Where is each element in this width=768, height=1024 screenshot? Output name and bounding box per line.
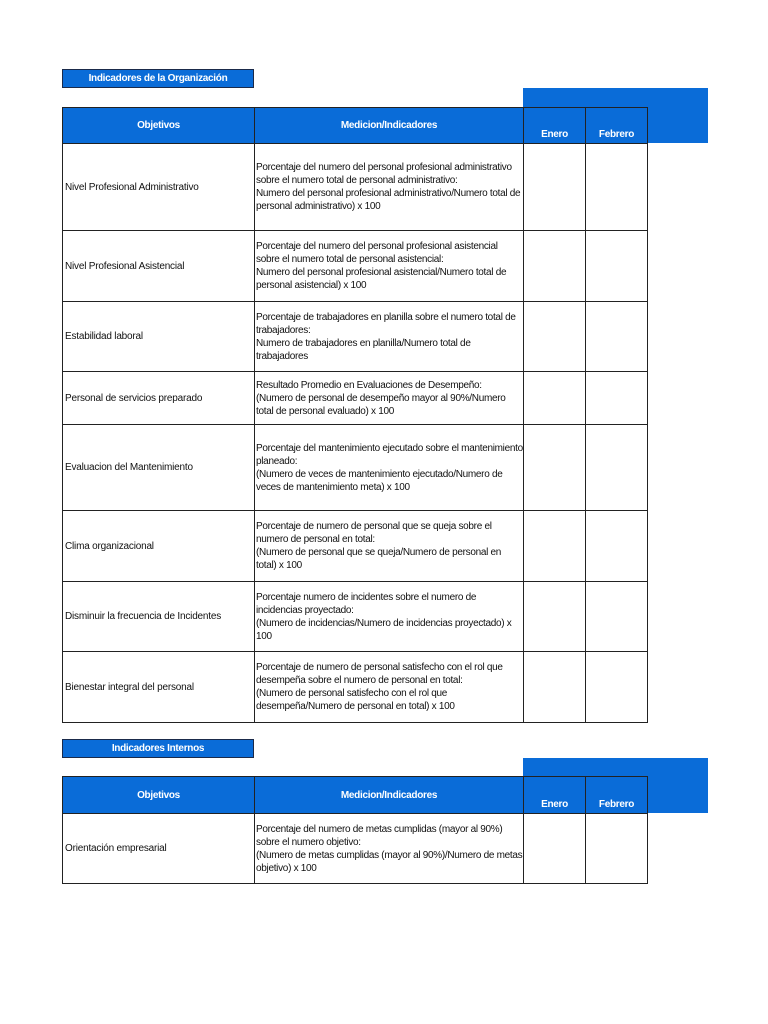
enero-value-cell[interactable] xyxy=(524,582,586,652)
enero-value-cell[interactable] xyxy=(524,652,586,723)
column-header-objetivos: Objetivos xyxy=(63,777,255,814)
objetivo-cell: Evaluacion del Mantenimiento xyxy=(63,425,255,511)
objetivo-cell: Clima organizacional xyxy=(63,511,255,582)
febrero-value-cell[interactable] xyxy=(586,372,648,425)
table-row xyxy=(63,814,648,884)
table-row xyxy=(63,652,648,723)
table-row xyxy=(63,582,648,652)
enero-value-cell[interactable] xyxy=(524,511,586,582)
medicion-cell: Porcentaje del numero de metas cumplidas (mayor al 90%) sobre el numero objetivo: (Numero de metas cumplidas (mayor al 90%)/Numero de metas objetivo) x 100 xyxy=(255,814,524,884)
section-title-organizacion: Indicadores de la Organización xyxy=(62,69,254,88)
table-row xyxy=(63,511,648,582)
medicion-cell: Porcentaje de numero de personal satisfecho con el rol que desempeña sobre el numero de personal en total: (Numero de personal satisfecho con el rol que desempeña/Numero de personal en total) x 100 xyxy=(255,652,524,723)
column-header-objetivos: Objetivos xyxy=(63,108,255,144)
enero-value-cell[interactable] xyxy=(524,144,586,231)
column-header-febrero: Febrero xyxy=(586,108,648,144)
objetivo-cell: Orientación empresarial xyxy=(63,814,255,884)
column-header-medicion: Medicion/Indicadores xyxy=(255,108,524,144)
enero-value-cell[interactable] xyxy=(524,372,586,425)
objetivo-cell: Nivel Profesional Asistencial xyxy=(63,231,255,302)
febrero-value-cell[interactable] xyxy=(586,511,648,582)
enero-value-cell[interactable] xyxy=(524,231,586,302)
objetivo-cell: Personal de servicios preparado xyxy=(63,372,255,425)
objetivo-cell: Bienestar integral del personal xyxy=(63,652,255,723)
febrero-value-cell[interactable] xyxy=(586,814,648,884)
febrero-value-cell[interactable] xyxy=(586,302,648,372)
objetivo-cell: Nivel Profesional Administrativo xyxy=(63,144,255,231)
medicion-cell: Porcentaje de trabajadores en planilla sobre el numero total de trabajadores: Numero de trabajadores en planilla/Numero total de trabajadores xyxy=(255,302,524,372)
medicion-cell: Porcentaje del numero del personal profesional asistencial sobre el numero total de personal asistencial: Numero del personal profesional asistencial/Numero total de personal asistencial) x 100 xyxy=(255,231,524,302)
enero-value-cell[interactable] xyxy=(524,425,586,511)
indicators-table-organizacion xyxy=(62,107,648,723)
indicators-table-internos xyxy=(62,776,648,884)
column-header-medicion: Medicion/Indicadores xyxy=(255,777,524,814)
table-row xyxy=(63,144,648,231)
enero-value-cell[interactable] xyxy=(524,814,586,884)
medicion-cell: Porcentaje del mantenimiento ejecutado sobre el mantenimiento planeado: (Numero de veces de mantenimiento ejecutado/Numero de veces de mantenimiento meta) x 100 xyxy=(255,425,524,511)
medicion-cell: Porcentaje del numero del personal profesional administrativo sobre el numero total de personal administrativo: Numero del personal profesional administrativo/Numero total de personal administrativo) x 100 xyxy=(255,144,524,231)
objetivo-cell: Disminuir la frecuencia de Incidentes xyxy=(63,582,255,652)
table-row xyxy=(63,372,648,425)
febrero-value-cell[interactable] xyxy=(586,144,648,231)
febrero-value-cell[interactable] xyxy=(586,425,648,511)
column-header-enero: Enero xyxy=(524,108,586,144)
section-title-internos: Indicadores Internos xyxy=(62,739,254,758)
medicion-cell: Porcentaje numero de incidentes sobre el numero de incidencias proyectado: (Numero de incidencias/Numero de incidencias proyectado) x 100 xyxy=(255,582,524,652)
column-header-febrero: Febrero xyxy=(586,777,648,814)
medicion-cell: Porcentaje de numero de personal que se queja sobre el numero de personal en total: (Numero de personal que se queja/Numero de personal en total) x 100 xyxy=(255,511,524,582)
febrero-value-cell[interactable] xyxy=(586,231,648,302)
table-row xyxy=(63,231,648,302)
febrero-value-cell[interactable] xyxy=(586,652,648,723)
column-header-enero: Enero xyxy=(524,777,586,814)
enero-value-cell[interactable] xyxy=(524,302,586,372)
table-row xyxy=(63,425,648,511)
medicion-cell: Resultado Promedio en Evaluaciones de Desempeño: (Numero de personal de desempeño mayor al 90%/Numero total de personal evaluado) x 100 xyxy=(255,372,524,425)
table-row xyxy=(63,302,648,372)
febrero-value-cell[interactable] xyxy=(586,582,648,652)
objetivo-cell: Estabilidad laboral xyxy=(63,302,255,372)
